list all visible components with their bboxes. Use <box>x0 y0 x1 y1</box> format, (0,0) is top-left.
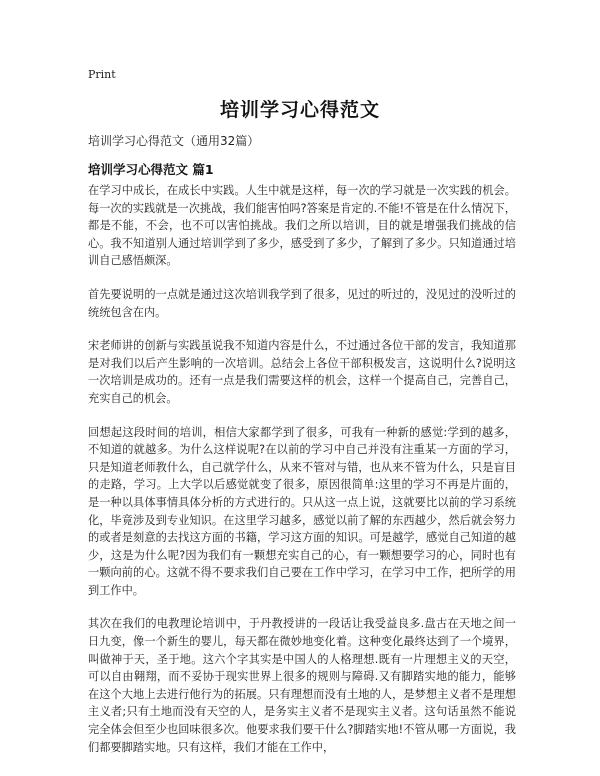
paragraph: 其次在我们的电教理论培训中，于丹教授讲的一段话让我受益良多.盘古在天地之间一日九变，像一个新生的婴儿，每天都在微妙地变化着。这种变化最终达到了一个境界，叫做神于天，圣于地。这六个字其实是中国人的人格理想.既有一片理想主义的天空，可以自由翱翔，而不妥协于现实世界上很多的规则与障碍.又有脚踏实地的能力，能够在这个大地上去进行他行为的拓展。只有理想而没有土地的人，是梦想主义者不是理想主义者;只有土地而没有天空的人，是务实主义者不是现实主义者。这句话虽然不能说完全体会但至少也回味很多次。他要求我们要干什么?脚踏实地!不管从哪一方面说，我们都要脚踏实地。只有这样，我们才能在工作中， <box>88 617 516 754</box>
paragraph: 在学习中成长，在成长中实践。人生中就是这样，每一次的学习就是一次实践的机会。每一次的实践就是一次挑战，我们能害怕吗?答案是肯定的.不能!不管是在什么情况下，都是不能，不会，也不可以害怕挑战。我们之所以培训，目的就是增强我们挑战的信心。我不知道别人通过培训学到了多少，感受到了多少，了解到了多少。只知道通过培训自己感悟颇深。 <box>88 184 516 268</box>
page-title: 培训学习心得范文 <box>219 99 380 121</box>
document-subtitle: 培训学习心得范文（通用32篇） <box>88 134 260 148</box>
paragraph: 首先要说明的一点就是通过这次培训我学到了很多，见过的听过的，没见过的没听过的统统包含在内。 <box>88 287 516 319</box>
paragraph: 回想起这段时间的培训，相信大家都学到了很多，可我有一种新的感觉:学到的越多，不知道的就越多。为什么这样说呢?在以前的学习中自己并没有注重某一方面的学习，只是知道老师教什么，自己就学什么，从来不管对与错，也从来不管为什么，只是盲目的走路，学习。上大学以后感觉就变了很多，原因很简单:这里的学习不再是片面的，是一种以具体事情具体分析的方式进行的。只从这一点上说，这就要比以前的学习系统化，毕竟涉及到专业知识。在这里学习越多，感觉以前了解的东西越少，然后就会努力的或者是刻意的去找这方面的书籍，学习这方面的知识。可是越学，感觉自己知道的越少，这是为什么呢?因为我们有一颗想充实自己的心，有一颗想要学习的心，同时也有一颗向前的心。这就不得不要求我们自己要在工作中学习，在学习中工作，把所学的用到工作中。 <box>88 425 516 597</box>
paragraph: 宋老师讲的创新与实践虽说我不知道内容是什么，不过通过各位干部的发言，我知道那是对我们以后产生影响的一次培训。总结会上各位干部积极发言，这说明什么?说明这一次培训是成功的。还有一点是我们需要这样的机会，这样一个提高自己，完善自己，充实自己的机会。 <box>88 339 516 405</box>
print-label: Print <box>88 68 116 81</box>
section-heading: 培训学习心得范文 篇1 <box>88 162 214 177</box>
document-body <box>88 182 516 772</box>
